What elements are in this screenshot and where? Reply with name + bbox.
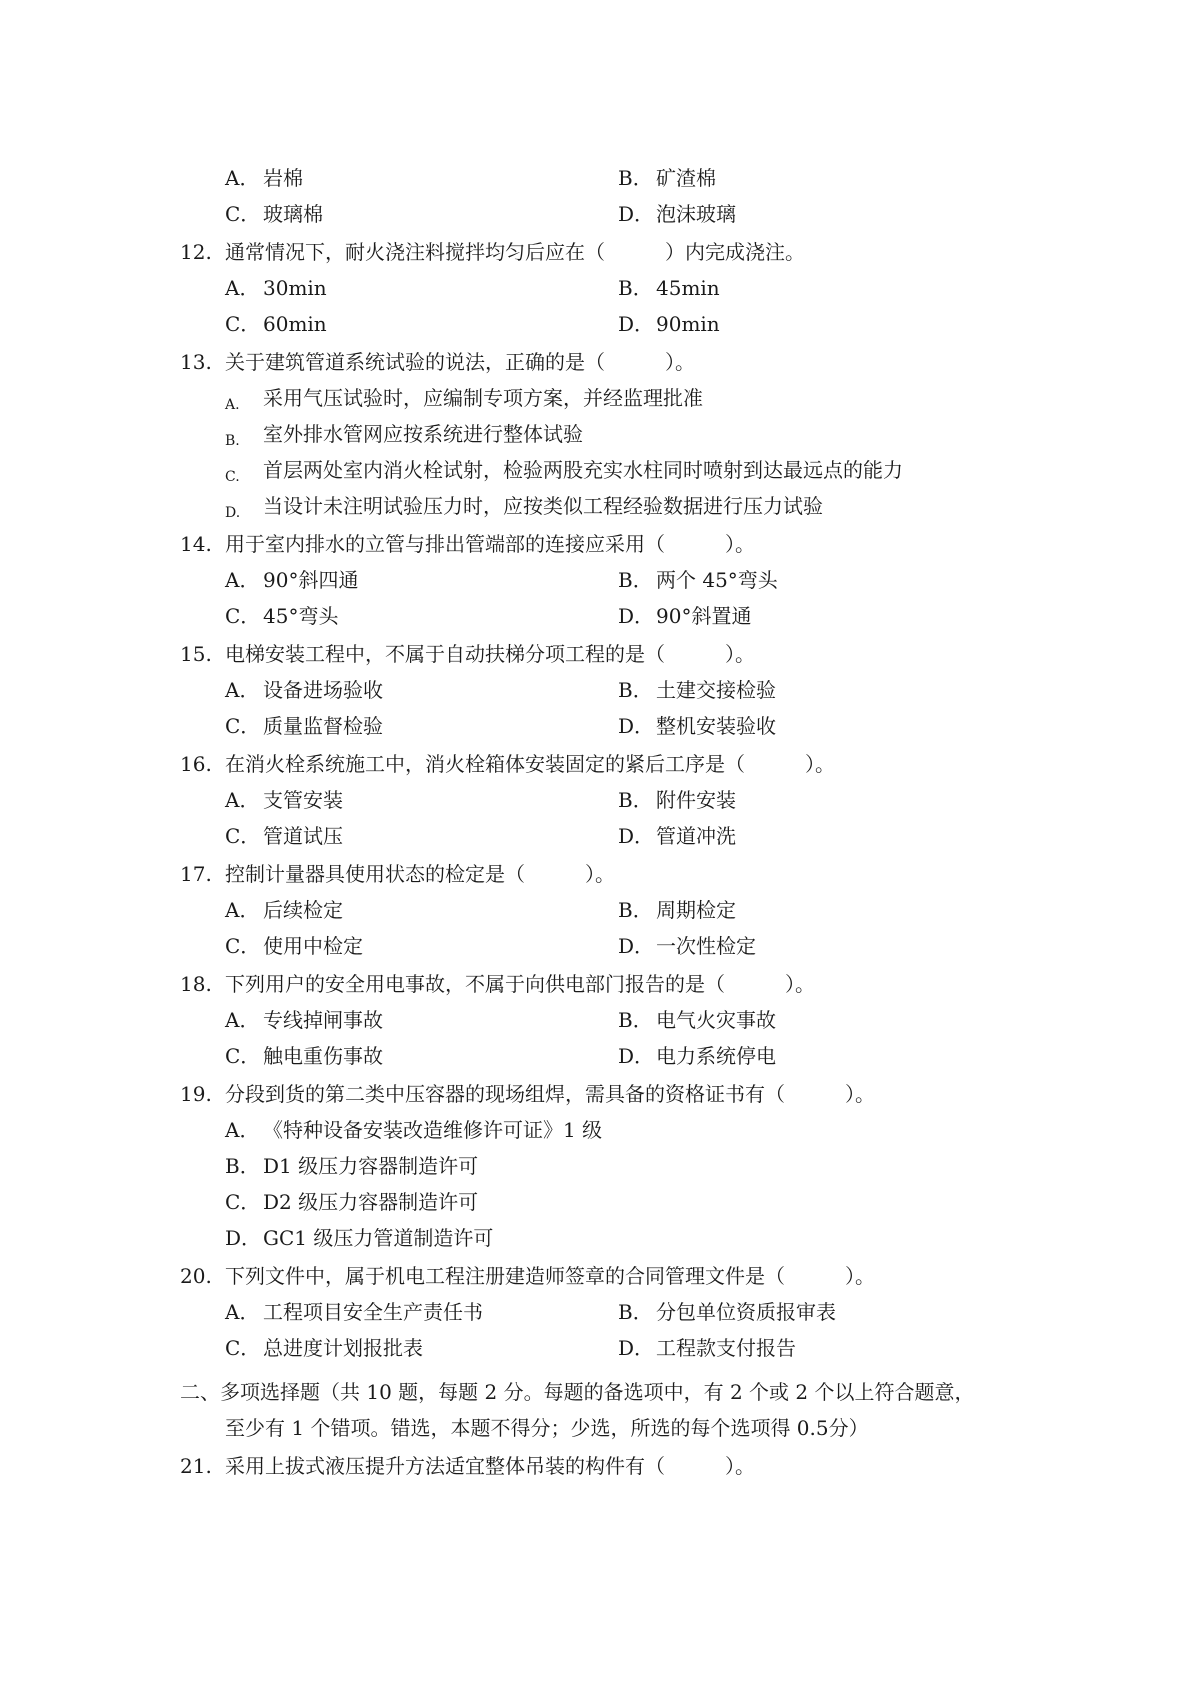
q13-option-b: B. 室外排水管网应按系统进行整体试验 [225, 422, 583, 449]
question-text: 电梯安装工程中，不属于自动扶梯分项工程的是（ ）。 [225, 642, 755, 666]
q14-options-row-1 [0, 562, 1192, 598]
exam-page [0, 160, 1192, 1484]
q18-options-row-2 [0, 1038, 1192, 1074]
question-18 [0, 966, 1192, 1002]
q15-option-a: A． 设备进场验收 [225, 678, 383, 702]
q11-option-b: B． 矿渣棉 [618, 166, 716, 190]
q16-option-b: B． 附件安装 [618, 788, 736, 812]
q20-options-row-1 [0, 1294, 1192, 1330]
q14-option-b: B． 两个 45°弯头 [618, 568, 778, 592]
q11-option-c: C． 玻璃棉 [225, 202, 323, 226]
question-14 [0, 526, 1192, 562]
q20-option-b: B． 分包单位资质报审表 [618, 1300, 836, 1324]
q17-option-c: C． 使用中检定 [225, 934, 363, 958]
question-text: 关于建筑管道系统试验的说法，正确的是（ ）。 [225, 350, 695, 374]
q16-options-row-1 [0, 782, 1192, 818]
q15-options-row-2 [0, 708, 1192, 744]
question-text: 采用上拔式液压提升方法适宜整体吊装的构件有（ ）。 [225, 1454, 755, 1478]
q12-option-b: B． 45min [618, 276, 720, 300]
q15-option-b: B． 土建交接检验 [618, 678, 776, 702]
question-17 [0, 856, 1192, 892]
q12-options-row-1 [0, 270, 1192, 306]
question-text: 在消火栓系统施工中，消火栓箱体安装固定的紧后工序是（ ）。 [225, 752, 835, 776]
q20-option-a: A． 工程项目安全生产责任书 [225, 1300, 483, 1324]
q17-options-row-1 [0, 892, 1192, 928]
section-2-heading-line-1: 二、多项选择题（共 10 题，每题 2 分。每题的备选项中，有 2 个或 2 个以上符合题意， [180, 1380, 975, 1404]
q18-option-d: D．电力系统停电 [618, 1044, 776, 1068]
question-text: 用于室内排水的立管与排出管端部的连接应采用（ ）。 [225, 532, 755, 556]
question-12 [0, 234, 1192, 270]
q11-option-a: A． 岩棉 [225, 166, 303, 190]
question-text: 下列用户的安全用电事故，不属于向供电部门报告的是（ ）。 [225, 972, 815, 996]
q16-options-row-2 [0, 818, 1192, 854]
q20-option-d: D．工程款支付报告 [618, 1336, 796, 1360]
q19-option-d: D．GC1 级压力管道制造许可 [225, 1226, 494, 1250]
question-15 [0, 636, 1192, 672]
question-number: 12. [180, 240, 212, 264]
q14-options-row-2 [0, 598, 1192, 634]
q16-option-c: C． 管道试压 [225, 824, 343, 848]
q19-option-c: C． D2 级压力容器制造许可 [225, 1190, 479, 1214]
q12-option-a: A． 30min [225, 276, 327, 300]
q18-option-a: A． 专线掉闸事故 [225, 1008, 383, 1032]
q15-option-c: C． 质量监督检验 [225, 714, 383, 738]
question-number: 19. [180, 1082, 212, 1106]
question-text: 通常情况下，耐火浇注料搅拌均匀后应在（ ）内完成浇注。 [225, 240, 805, 264]
question-text: 分段到货的第二类中压容器的现场组焊，需具备的资格证书有（ ）。 [225, 1082, 875, 1106]
q15-option-d: D．整机安装验收 [618, 714, 776, 738]
q18-options-row-1 [0, 1002, 1192, 1038]
q17-option-a: A． 后续检定 [225, 898, 343, 922]
q12-option-d: D．90min [618, 312, 720, 336]
q13-option-d: D. 当设计未注明试验压力时，应按类似工程经验数据进行压力试验 [225, 494, 823, 521]
question-number: 13. [180, 350, 212, 374]
question-number: 16. [180, 752, 212, 776]
question-19 [0, 1076, 1192, 1112]
q16-option-a: A． 支管安装 [225, 788, 343, 812]
question-number: 14. [180, 532, 212, 556]
question-number: 15. [180, 642, 212, 666]
question-number: 17. [180, 862, 212, 886]
q12-option-c: C． 60min [225, 312, 327, 336]
section-2-heading-line-2: 至少有 1 个错项。错选，本题不得分；少选，所选的每个选项得 0.5分） [225, 1416, 869, 1440]
q11-options-row-1 [0, 160, 1192, 196]
question-number: 18. [180, 972, 212, 996]
question-16 [0, 746, 1192, 782]
q17-option-b: B． 周期检定 [618, 898, 736, 922]
question-21 [0, 1448, 1192, 1484]
q16-option-d: D．管道冲洗 [618, 824, 736, 848]
q11-options-row-2 [0, 196, 1192, 232]
q11-option-d: D．泡沫玻璃 [618, 202, 736, 226]
q17-options-row-2 [0, 928, 1192, 964]
q13-option-a: A. 采用气压试验时，应编制专项方案，并经监理批准 [225, 386, 703, 413]
q20-options-row-2 [0, 1330, 1192, 1366]
question-text: 下列文件中，属于机电工程注册建造师签章的合同管理文件是（ ）。 [225, 1264, 875, 1288]
q14-option-d: D．90°斜置通 [618, 604, 752, 628]
q19-option-b: B． D1 级压力容器制造许可 [225, 1154, 479, 1178]
q12-options-row-2 [0, 306, 1192, 342]
q17-option-d: D．一次性检定 [618, 934, 756, 958]
question-13 [0, 344, 1192, 380]
q19-option-a: A． 《特种设备安装改造维修许可证》1 级 [225, 1118, 603, 1142]
question-text: 控制计量器具使用状态的检定是（ ）。 [225, 862, 615, 886]
q14-option-c: C． 45°弯头 [225, 604, 339, 628]
question-number: 20. [180, 1264, 212, 1288]
q14-option-a: A． 90°斜四通 [225, 568, 359, 592]
question-number: 21. [180, 1454, 212, 1478]
q20-option-c: C． 总进度计划报批表 [225, 1336, 423, 1360]
q15-options-row-1 [0, 672, 1192, 708]
q18-option-b: B． 电气火灾事故 [618, 1008, 776, 1032]
q18-option-c: C． 触电重伤事故 [225, 1044, 383, 1068]
q13-option-c: C. 首层两处室内消火栓试射，检验两股充实水柱同时喷射到达最远点的能力 [225, 458, 903, 485]
question-20 [0, 1258, 1192, 1294]
